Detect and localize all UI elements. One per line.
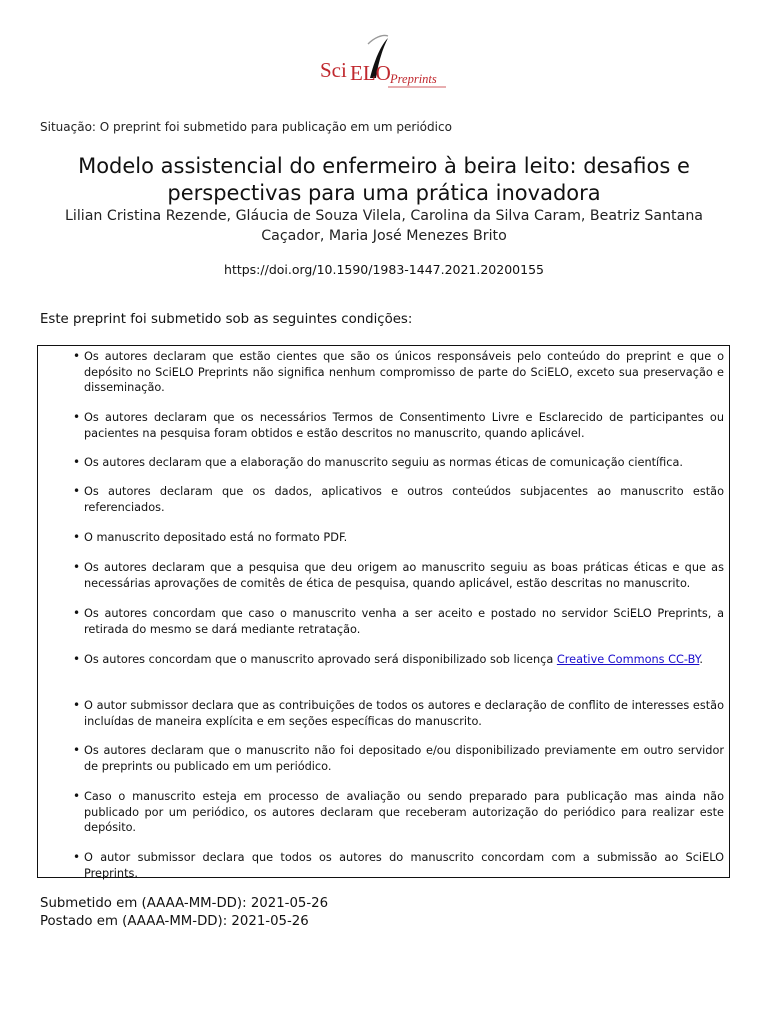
condition-item: • Os autores declaram que estão cientes que são os únicos responsáveis pelo conteúdo do preprint e que o depósito no SciELO Preprints não significa nenhum compromisso de parte do SciELO, exceto sua preservação e disseminação.	[84, 349, 724, 396]
scielo-preprints-logo	[318, 32, 452, 94]
license-suffix: .	[699, 653, 703, 666]
condition-item: • Os autores declaram que os dados, aplicativos e outros conteúdos subjacentes ao manuscrito estão referenciados.	[84, 484, 724, 515]
condition-item: • Os autores declaram que a pesquisa que deu origem ao manuscrito seguiu as boas práticas éticas e que as necessárias aprovações de comitês de ética de pesquisa, quando aplicável, estão descritas no manuscrito.	[84, 560, 724, 591]
submitted-date: Submetido em (AAAA-MM-DD): 2021-05-26	[40, 896, 329, 911]
preprint-status: Situação: O preprint foi submetido para publicação em um periódico	[40, 120, 452, 134]
doi-link[interactable]: https://doi.org/10.1590/1983-1447.2021.20200155	[224, 262, 544, 277]
author-list: Lilian Cristina Rezende, Gláucia de Souza Vilela, Carolina da Silva Caram, Beatriz Santana Caçador, Maria José Menezes Brito	[65, 208, 703, 244]
conditions-heading: Este preprint foi submetido sob as seguintes condições:	[40, 312, 413, 327]
condition-license-text: Os autores concordam que o manuscrito aprovado será disponibilizado sob licença	[84, 653, 554, 666]
conditions-box	[37, 345, 730, 878]
condition-item-license	[84, 652, 724, 668]
condition-item: • Caso o manuscrito esteja em processo de avaliação ou sendo preparado para publicação mas ainda não publicado por um periódico, os autores declaram que receberam autorização do periódico para realizar este depósito.	[84, 789, 724, 836]
condition-item: • O autor submissor declara que as contribuições de todos os autores e declaração de conflito de interesses estão incluídas de maneira explícita e em seções específicas do manuscrito.	[84, 698, 724, 729]
creative-commons-link[interactable]: Creative Commons CC-BY	[556, 653, 700, 666]
condition-item: • O autor submissor declara que todos os autores do manuscrito concordam com a submissão ao SciELO Preprints.	[84, 850, 724, 881]
scielo-logo-graphic	[318, 32, 452, 94]
condition-item: • Os autores concordam que caso o manuscrito venha a ser aceito e postado no servidor SciELO Preprints, a retirada do mesmo se dará mediante retratação.	[84, 606, 724, 637]
condition-item: • O manuscrito depositado está no formato PDF.	[84, 530, 724, 546]
condition-item: • Os autores declaram que a elaboração do manuscrito seguiu as normas éticas de comunicação científica.	[84, 455, 724, 471]
posted-date: Postado em (AAAA-MM-DD): 2021-05-26	[40, 914, 309, 929]
logo-preprints: Preprints	[390, 72, 437, 86]
dates-block	[40, 895, 328, 931]
logo-sci: Sci	[320, 58, 347, 82]
condition-item: • Os autores declaram que o manuscrito não foi depositado e/ou disponibilizado previamente em outro servidor de preprints ou publicado em um periódico.	[84, 743, 724, 774]
condition-item: • Os autores declaram que os necessários Termos de Consentimento Livre e Esclarecido de participantes ou pacientes na pesquisa foram obtidos e estão descritos no manuscrito, quando aplicável.	[84, 410, 724, 441]
paper-title: Modelo assistencial do enfermeiro à beira leito: desafios e perspectivas para uma prática inovadora	[78, 154, 690, 205]
logo-elo: ELO	[350, 61, 391, 85]
